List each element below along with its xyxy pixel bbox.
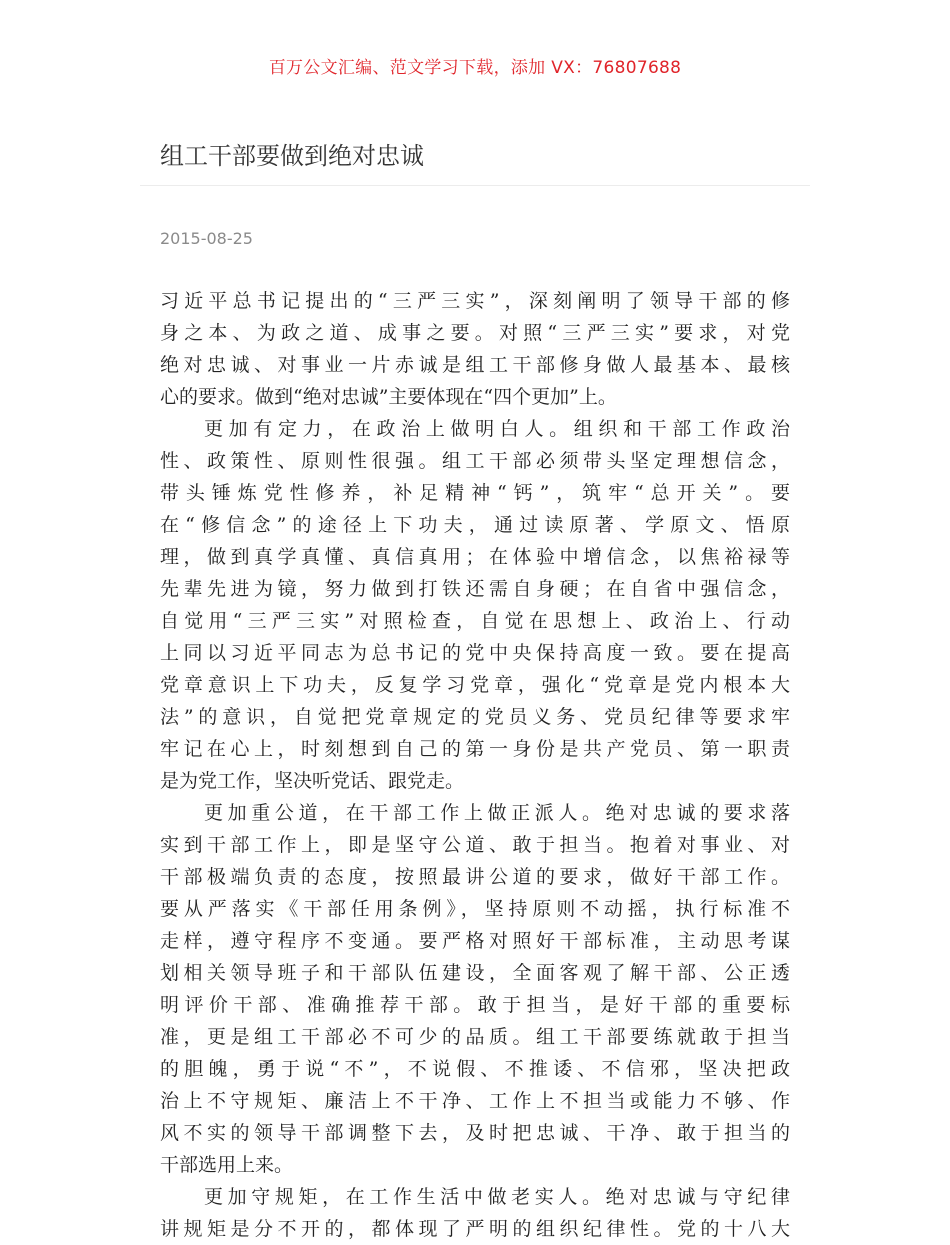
- body-line: 习近平总书记提出的“三严三实”，深刻阐明了领导干部的修: [160, 290, 790, 312]
- body-line: 先辈先进为镜，努力做到打铁还需自身硬；在自省中强信念，: [160, 578, 790, 600]
- body-line: 干部选用上来。: [160, 1154, 294, 1176]
- body-line: 在“修信念”的途径上下功夫，通过读原著、学原文、悟原: [160, 514, 790, 536]
- body-line: 明评价干部、准确推荐干部。敢于担当，是好干部的重要标: [160, 994, 790, 1016]
- body-line: 绝对忠诚、对事业一片赤诚是组工干部修身做人最基本、最核: [160, 354, 790, 376]
- body-line: 走样，遵守程序不变通。要严格对照好干部标准，主动思考谋: [160, 930, 790, 952]
- body-line: 准，更是组工干部必不可少的品质。组工干部要练就敢于担当: [160, 1026, 790, 1048]
- body-line: 理，做到真学真懂、真信真用；在体验中增信念，以焦裕禄等: [160, 546, 790, 568]
- body-line: 讲规矩是分不开的，都体现了严明的组织纪律性。党的十八大: [160, 1218, 790, 1240]
- body-line: 风不实的领导干部调整下去，及时把忠诚、干净、敢于担当的: [160, 1122, 790, 1144]
- body-line: 治上不守规矩、廉洁上不干净、工作上不担当或能力不够、作: [160, 1090, 790, 1112]
- body-line: 更加重公道，在干部工作上做正派人。绝对忠诚的要求落: [204, 802, 790, 824]
- body-line: 党章意识上下功夫，反复学习党章，强化“党章是党内根本大: [160, 674, 790, 696]
- body-line: 牢记在心上，时刻想到自己的第一身份是共产党员、第一职责: [160, 738, 790, 760]
- body-line: 实到干部工作上，即是坚守公道、敢于担当。抱着对事业、对: [160, 834, 790, 856]
- body-line: 更加有定力，在政治上做明白人。组织和干部工作政治: [204, 418, 790, 440]
- download-promo-banner: 百万公文汇编、范文学习下载，添加 VX：76807688: [268, 58, 682, 78]
- body-line: 带头锤炼党性修养，补足精神“钙”，筑牢“总开关”。要: [160, 482, 790, 504]
- article-title: 组工干部要做到绝对忠诚: [160, 142, 424, 170]
- body-line: 性、政策性、原则性很强。组工干部必须带头坚定理想信念，: [160, 450, 790, 472]
- publish-date: 2015-08-25: [160, 229, 253, 248]
- body-line: 身之本、为政之道、成事之要。对照“三严三实”要求，对党: [160, 322, 790, 344]
- body-line: 划相关领导班子和干部队伍建设，全面客观了解干部、公正透: [160, 962, 790, 984]
- body-line: 自觉用“三严三实”对照检查，自觉在思想上、政治上、行动: [160, 610, 790, 632]
- body-line: 是为党工作，坚决听党话、跟党走。: [160, 770, 465, 792]
- body-line: 干部极端负责的态度，按照最讲公道的要求，做好干部工作。: [160, 866, 790, 888]
- body-line: 法”的意识，自觉把党章规定的党员义务、党员纪律等要求牢: [160, 706, 790, 728]
- body-line: 心的要求。做到“绝对忠诚”主要体现在“四个更加”上。: [160, 386, 617, 408]
- article-body: [160, 285, 790, 1245]
- body-line: 要从严落实《干部任用条例》，坚持原则不动摇，执行标准不: [160, 898, 790, 920]
- body-line: 更加守规矩，在工作生活中做老实人。绝对忠诚与守纪律: [204, 1186, 790, 1208]
- body-line: 上同以习近平同志为总书记的党中央保持高度一致。要在提高: [160, 642, 790, 664]
- body-line: 的胆魄，勇于说“不”，不说假、不推诿、不信邪，坚决把政: [160, 1058, 790, 1080]
- title-divider: [140, 185, 810, 186]
